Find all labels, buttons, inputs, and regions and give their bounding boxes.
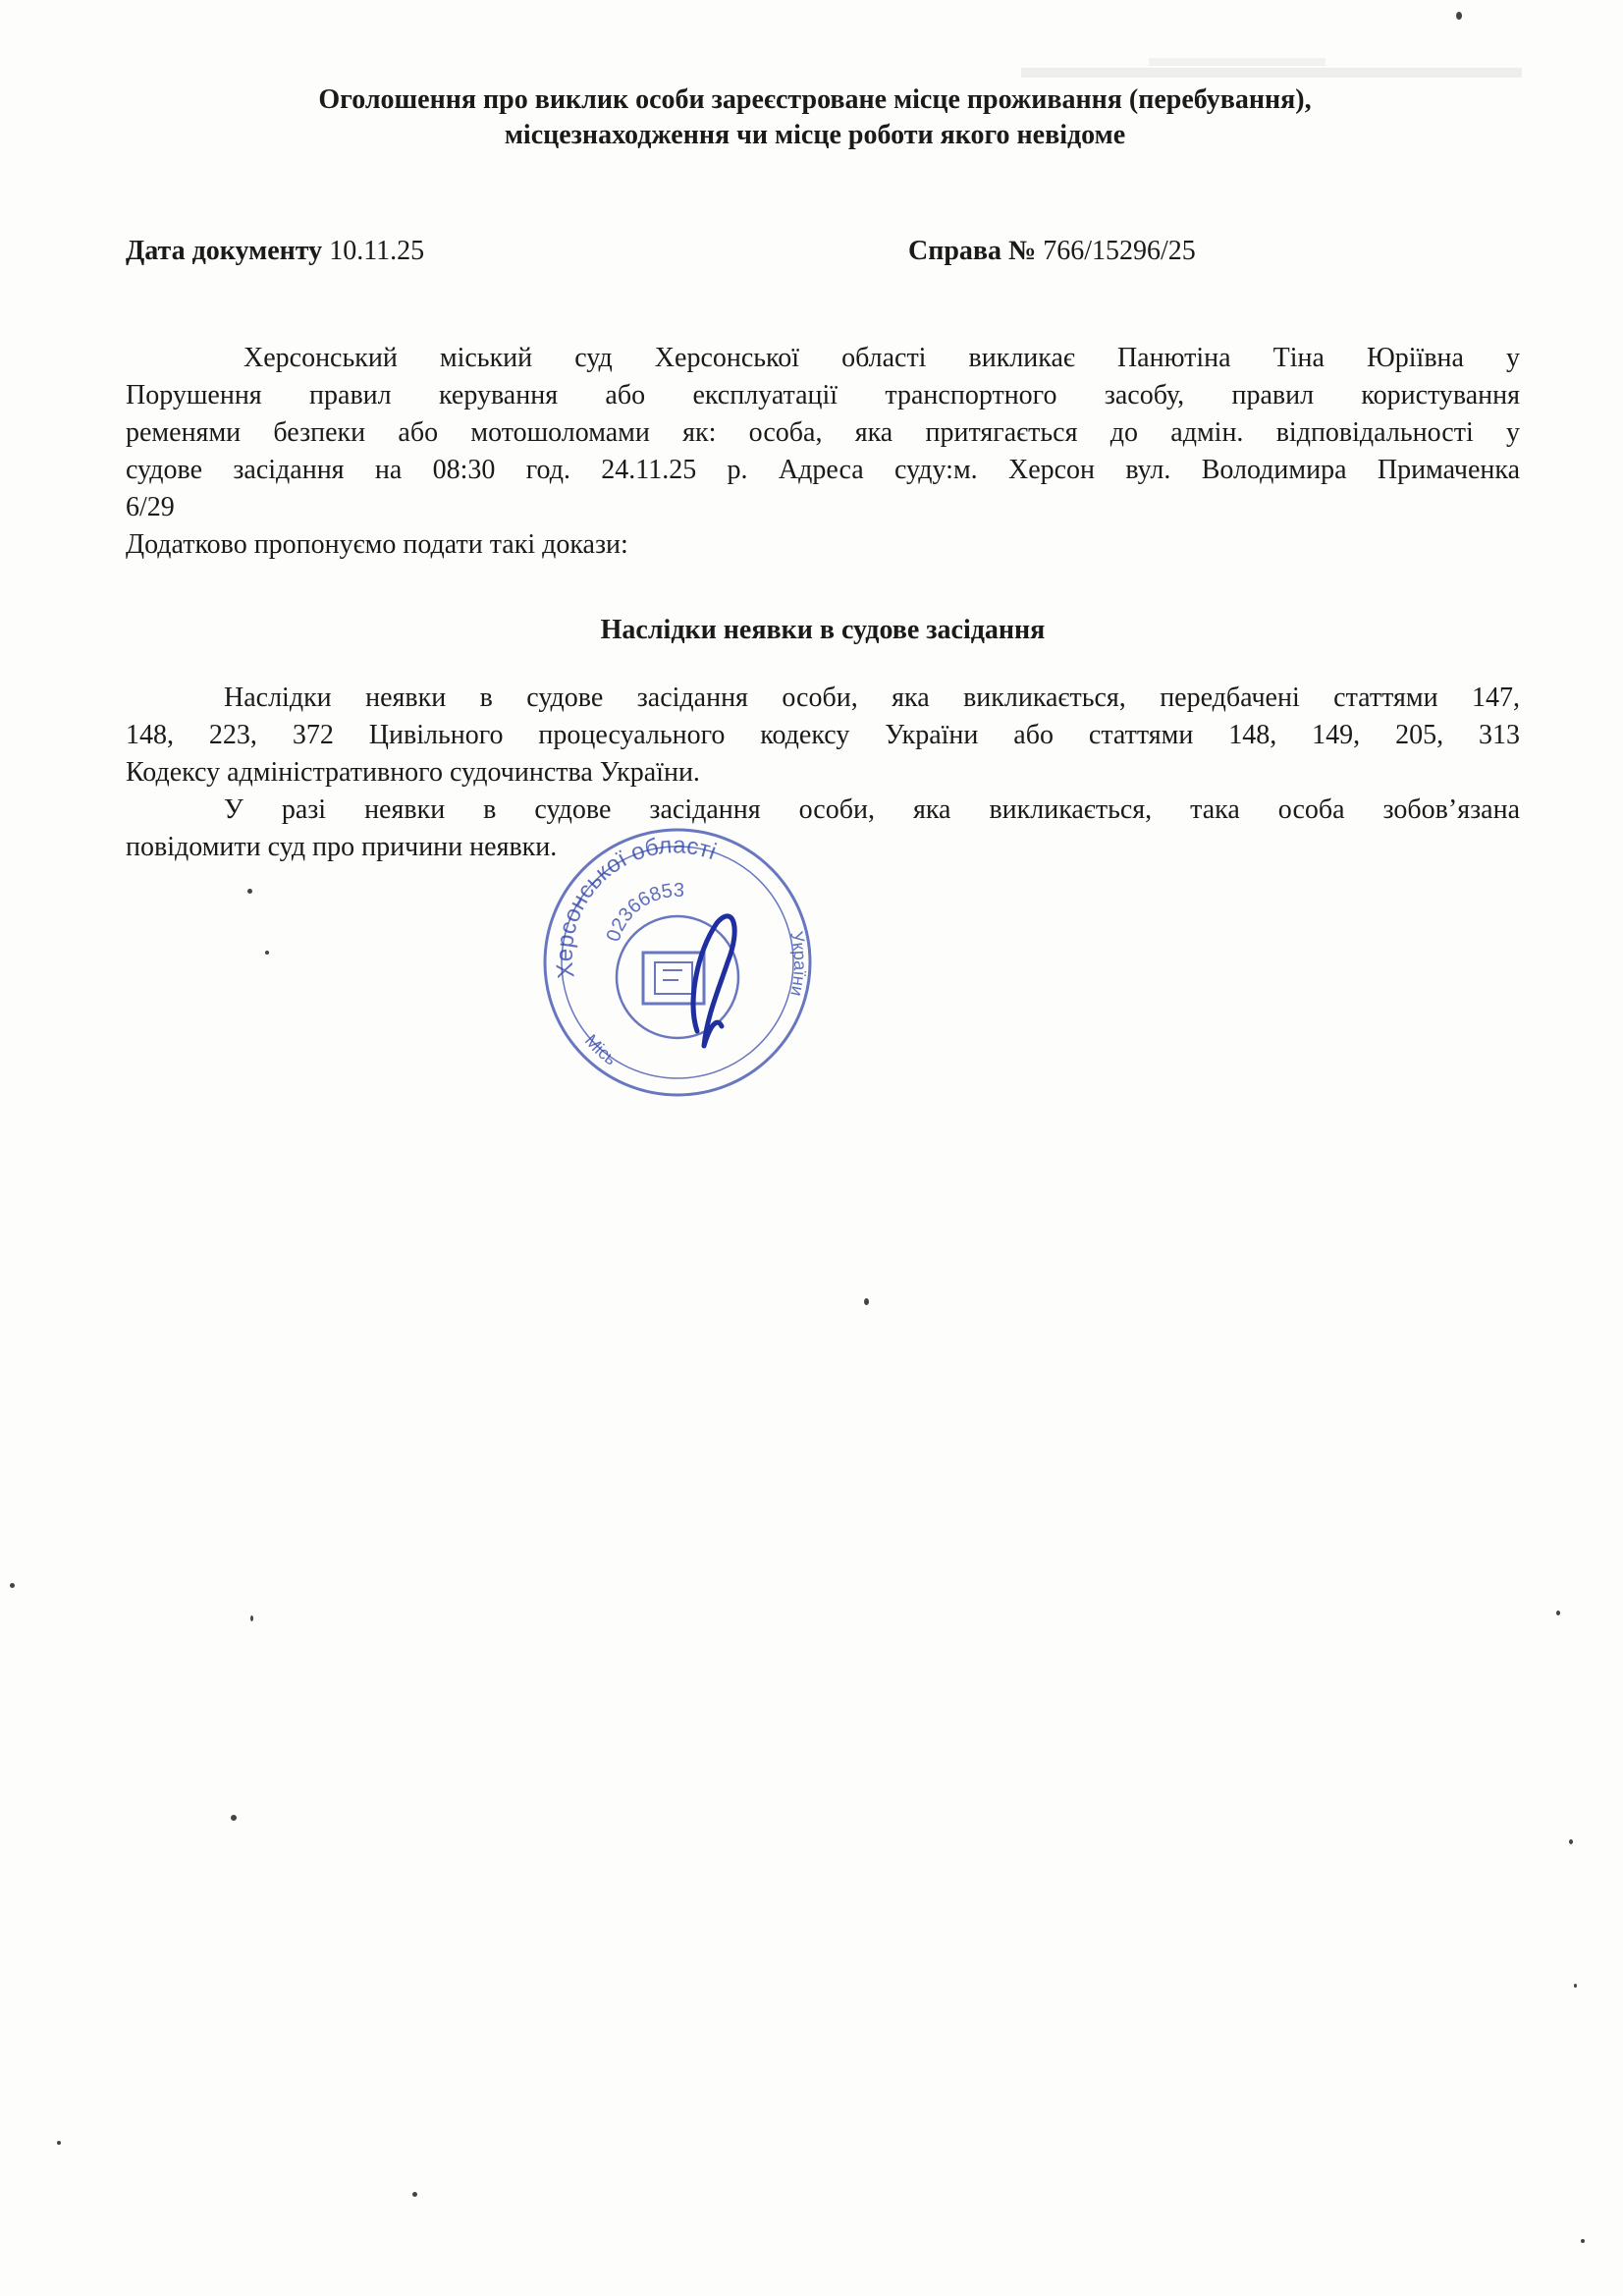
summons-line: Порушення правил керування або експлуатації транспортного засобу, правил користування (126, 380, 1520, 410)
case-number-label: Справа № (908, 236, 1037, 266)
seal-ink (545, 830, 810, 1095)
document-title-line-2: місцезнаходження чи місце роботи якого невідоме (504, 120, 1126, 150)
scan-speck (265, 951, 269, 955)
seal-code-path: 02366853 (602, 879, 685, 945)
scan-speck (57, 2141, 61, 2145)
scan-speck (1574, 1984, 1577, 1988)
scan-speck (247, 889, 252, 894)
document-date-label: Дата документу (126, 236, 323, 266)
scan-speck (412, 2192, 417, 2197)
court-seal (525, 805, 830, 1110)
scan-speck (1569, 1839, 1573, 1844)
consequences-paragraph-1 (126, 680, 1520, 792)
seal-bottom-text (581, 1030, 621, 1068)
scan-speck (1556, 1611, 1560, 1615)
scan-speck (1581, 2239, 1585, 2243)
consequences-heading: Наслідки неявки в судове засідання (600, 615, 1046, 645)
scan-speck (1456, 12, 1462, 20)
seal-code (603, 880, 685, 945)
scan-speck (231, 1815, 237, 1821)
notice-line: повідомити суд про причини неявки. (126, 832, 558, 862)
consequences-line: 148, 223, 372 Цивільного процесуального кодексу України або статтями 148, 149, 205, 313 (126, 720, 1520, 750)
notice-line: У разі неявки в судове засідання особи, яка викликається, така особа зобов’язана (224, 794, 1520, 825)
signature (693, 916, 734, 1046)
seal-bottom-text-path: Місь (580, 1030, 621, 1069)
seal-side-text-path: України (786, 929, 811, 999)
seal-outer-text-path: Херсонської області (551, 832, 721, 980)
consequences-line: Наслідки неявки в судове засідання особи, яка викликається, передбачені статтями 147, (224, 683, 1520, 713)
summons-line: Херсонський міський суд Херсонської області викликає Панютіна Тіна Юріївна у (243, 343, 1520, 373)
scan-speck (250, 1615, 253, 1621)
summons-line: ременями безпеки або мотошоломами як: особа, яка притягається до адмін. відповідальності у (126, 417, 1520, 448)
summons-line: судове засідання на 08:30 год. 24.11.25 р. Адреса суду:м. Херсон вул. Володимира Примаченка (126, 455, 1520, 485)
case-number-value: 766/15296/25 (1043, 236, 1196, 266)
summons-paragraph (126, 340, 1520, 564)
summons-line: 6/29 (126, 492, 175, 522)
scan-speck (864, 1298, 869, 1305)
consequences-line: Кодексу адміністративного судочинства України. (126, 757, 700, 788)
case-number (908, 232, 1196, 271)
document-title-line-1: Оголошення про виклик особи зареєстроване місце проживання (перебування), (318, 84, 1312, 115)
document-date-value: 10.11.25 (329, 236, 425, 266)
evidence-line: Додатково пропонуємо подати такі докази: (126, 529, 628, 560)
scan-speck (10, 1583, 15, 1588)
document-date (126, 232, 424, 271)
